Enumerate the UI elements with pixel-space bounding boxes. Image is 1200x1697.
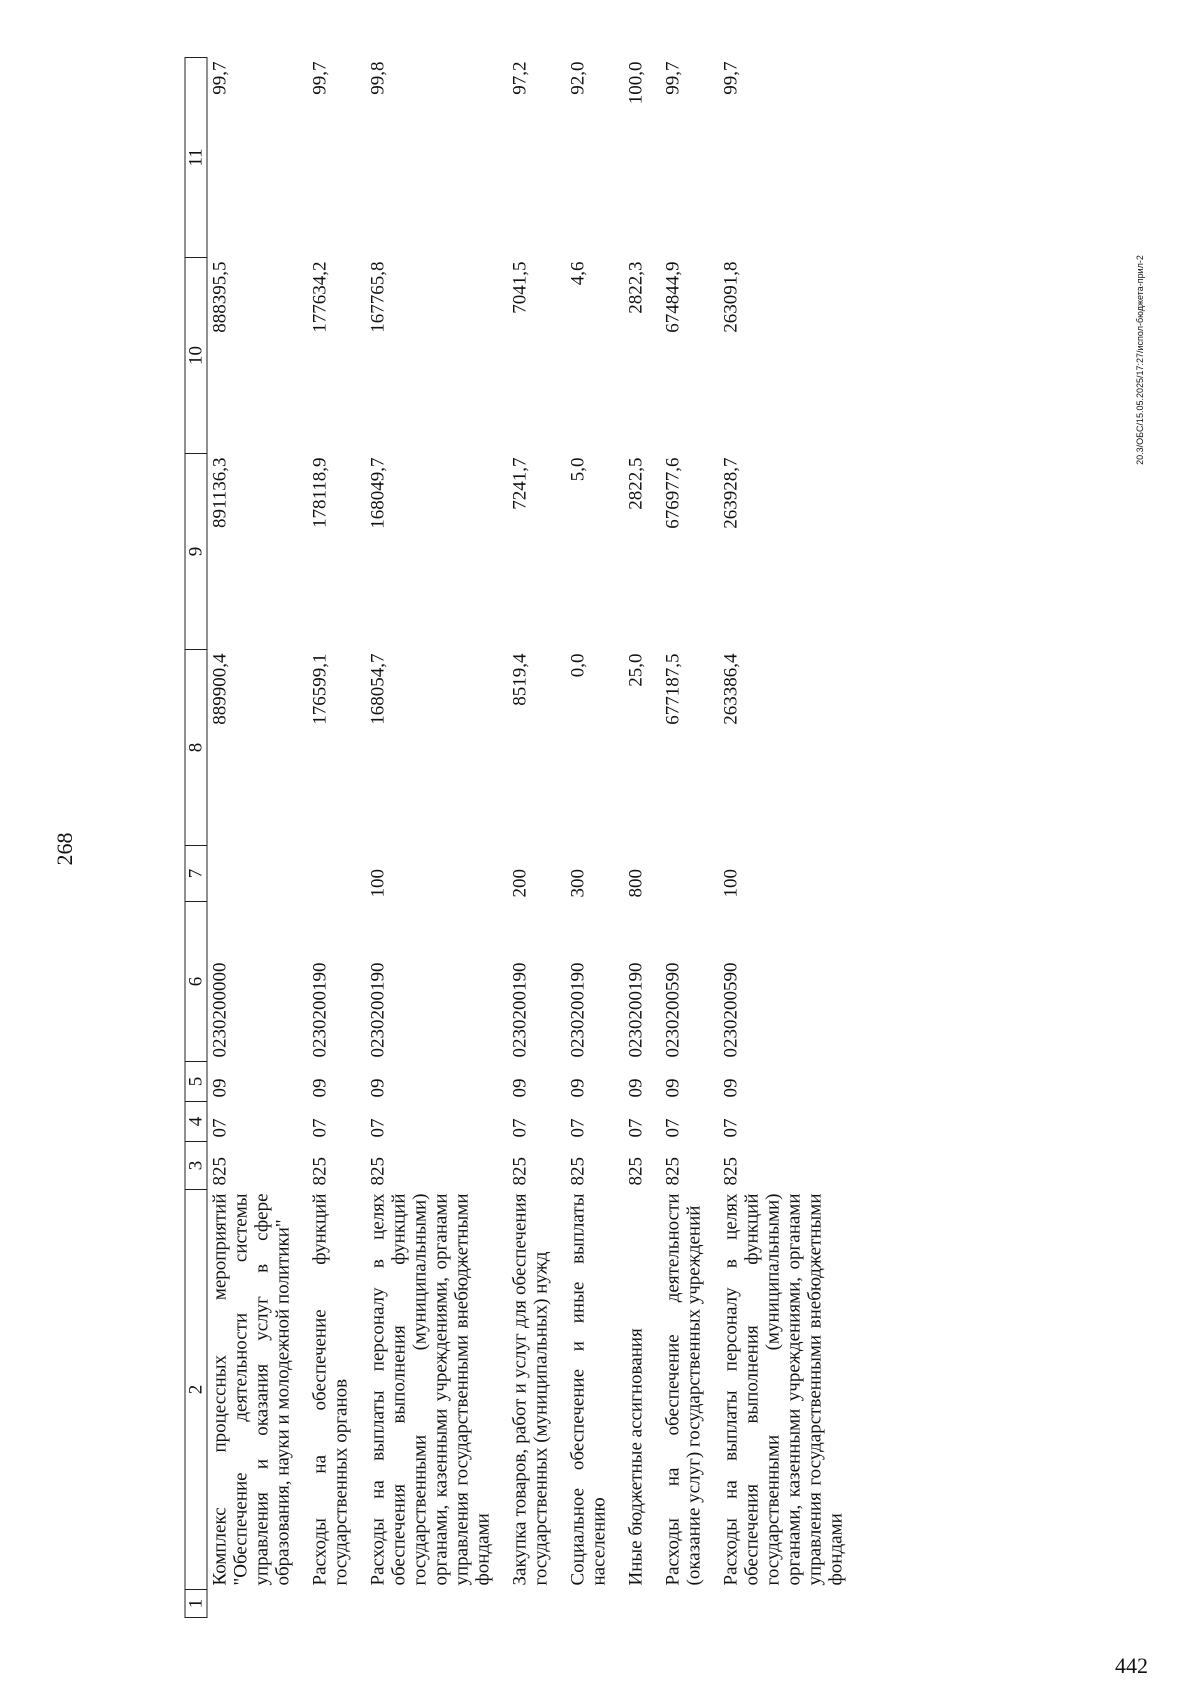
row-code-5: 09 xyxy=(625,1078,647,1098)
row-value-10: 7041,5 xyxy=(509,261,531,314)
row-value-10: 888395,5 xyxy=(209,261,231,333)
row-value-8: 25,0 xyxy=(625,653,647,687)
row-description: Иные бюджетные ассигнования xyxy=(625,1328,647,1586)
row-description: Расходы на выплаты персоналу в целях обеспечения выполнения функций государственными (муниципальными) органами, казенными учреждениями, органами управления государственными внебюджетными фондами xyxy=(720,1193,847,1586)
row-blank-cell xyxy=(566,1590,624,1618)
column-header-11: 11 xyxy=(185,58,207,258)
row-value-8: 263386,4 xyxy=(720,653,742,725)
row-value-10: 177634,2 xyxy=(309,261,331,333)
row-blank-cell xyxy=(719,1590,861,1618)
table-frame xyxy=(185,58,1120,1618)
row-expense-type: 200 xyxy=(509,869,531,898)
row-value-9: 7241,7 xyxy=(509,457,531,510)
page-number-top: 268 xyxy=(52,832,77,866)
row-code-5: 09 xyxy=(567,1078,589,1098)
table-row xyxy=(308,58,366,1618)
row-percent: 97,2 xyxy=(509,61,531,95)
row-code-4: 07 xyxy=(509,1118,531,1138)
row-expense-type xyxy=(207,846,308,902)
row-value-9: 2822,5 xyxy=(625,457,647,510)
row-code-5: 09 xyxy=(662,1078,684,1098)
row-value-9: 891136,3 xyxy=(209,457,231,529)
row-value-8: 8519,4 xyxy=(509,653,531,706)
row-value-9: 168049,7 xyxy=(367,457,389,529)
table-row xyxy=(624,58,661,1618)
row-percent: 99,7 xyxy=(662,61,684,95)
row-blank-cell xyxy=(661,1590,719,1618)
row-blank-cell xyxy=(624,1590,661,1618)
table-row xyxy=(366,58,508,1618)
row-value-8: 168054,7 xyxy=(367,653,389,725)
row-target-code: 0230200590 xyxy=(662,962,684,1058)
row-value-10: 4,6 xyxy=(567,261,589,286)
row-code-5: 09 xyxy=(509,1078,531,1098)
row-value-8: 176599,1 xyxy=(309,653,331,725)
row-code-3: 825 xyxy=(309,1157,331,1186)
row-value-10: 263091,8 xyxy=(720,261,742,333)
row-description: Закупка товаров, работ и услуг для обеспечения государственных (муниципальных) нужд xyxy=(509,1193,552,1586)
column-header-9: 9 xyxy=(185,454,207,650)
table-row xyxy=(207,58,308,1618)
row-code-4: 07 xyxy=(367,1118,389,1138)
row-expense-type xyxy=(661,846,719,902)
row-description: Расходы на выплаты персоналу в целях обеспечения выполнения функций государственными (муниципальными) органами, казенными учреждениями, органами управления государственными внебюджетными фондами xyxy=(367,1193,494,1586)
column-header-3: 3 xyxy=(185,1142,207,1190)
row-code-3: 825 xyxy=(367,1157,389,1186)
table-row xyxy=(508,58,566,1618)
row-description: Расходы на обеспечение деятельности (оказание услуг) государственных учреждений xyxy=(662,1193,705,1586)
column-header-6: 6 xyxy=(185,902,207,1062)
table-row xyxy=(719,58,861,1618)
document-reference: 20.3/ОБС/15.05.2025/17:27/испол-бюджета-прил-2 xyxy=(1135,255,1145,465)
row-percent: 100,0 xyxy=(625,61,647,105)
row-code-4: 07 xyxy=(662,1118,684,1138)
row-target-code: 0230200000 xyxy=(209,962,231,1058)
row-code-3: 825 xyxy=(662,1157,684,1186)
row-expense-type: 800 xyxy=(625,869,647,898)
row-expense-type: 300 xyxy=(567,869,589,898)
row-code-4: 07 xyxy=(209,1118,231,1138)
row-code-3: 825 xyxy=(720,1157,742,1186)
row-blank-cell xyxy=(308,1590,366,1618)
row-percent: 92,0 xyxy=(567,61,589,95)
row-code-3: 825 xyxy=(209,1157,231,1186)
row-value-10: 2822,3 xyxy=(625,261,647,314)
column-header-10: 10 xyxy=(185,258,207,454)
row-value-9: 178118,9 xyxy=(309,457,331,529)
column-header-4: 4 xyxy=(185,1102,207,1142)
row-value-10: 167765,8 xyxy=(367,261,389,333)
row-value-9: 5,0 xyxy=(567,457,589,482)
row-target-code: 0230200190 xyxy=(309,962,331,1058)
row-percent: 99,8 xyxy=(367,61,389,95)
row-expense-type xyxy=(308,846,366,902)
column-header-1: 1 xyxy=(185,1590,207,1618)
row-expense-type: 100 xyxy=(720,869,742,898)
row-blank-cell xyxy=(207,1590,308,1618)
row-blank-cell xyxy=(366,1590,508,1618)
column-header-2: 2 xyxy=(185,1190,207,1590)
page-number-bottom: 442 xyxy=(1115,1653,1148,1678)
table-row xyxy=(566,58,624,1618)
row-description: Социальное обеспечение и иные выплаты населению xyxy=(567,1193,610,1586)
table-body xyxy=(207,58,861,1618)
row-value-8: 0,0 xyxy=(567,653,589,678)
row-code-5: 09 xyxy=(309,1078,331,1098)
row-target-code: 0230200190 xyxy=(367,962,389,1058)
row-target-code: 0230200190 xyxy=(509,962,531,1058)
row-code-5: 09 xyxy=(367,1078,389,1098)
row-code-3: 825 xyxy=(567,1157,589,1186)
row-expense-type: 100 xyxy=(367,869,389,898)
column-header-8: 8 xyxy=(185,650,207,846)
header-row xyxy=(185,58,207,1618)
row-value-10: 674844,9 xyxy=(662,261,684,333)
column-header-7: 7 xyxy=(185,846,207,902)
row-description: Расходы на обеспечение функций государственных органов xyxy=(309,1193,352,1586)
row-percent: 99,7 xyxy=(720,61,742,95)
row-code-3: 825 xyxy=(509,1157,531,1186)
row-code-4: 07 xyxy=(625,1118,647,1138)
row-description: Комплекс процессных мероприятий "Обеспечение деятельности системы управления и оказания услуг в сфере образования, науки и молодежной политики" xyxy=(209,1193,294,1586)
row-target-code: 0230200190 xyxy=(625,962,647,1058)
row-blank-cell xyxy=(508,1590,566,1618)
row-target-code: 0230200590 xyxy=(720,962,742,1058)
row-code-4: 07 xyxy=(720,1118,742,1138)
row-code-4: 07 xyxy=(567,1118,589,1138)
budget-table xyxy=(185,57,861,1618)
row-code-5: 09 xyxy=(720,1078,742,1098)
row-value-8: 677187,5 xyxy=(662,653,684,725)
row-code-5: 09 xyxy=(209,1078,231,1098)
row-value-9: 676977,6 xyxy=(662,457,684,529)
row-target-code: 0230200190 xyxy=(567,962,589,1058)
row-percent: 99,7 xyxy=(209,61,231,95)
table-row xyxy=(661,58,719,1618)
row-code-3: 825 xyxy=(625,1157,647,1186)
row-value-9: 263928,7 xyxy=(720,457,742,529)
row-code-4: 07 xyxy=(309,1118,331,1138)
row-value-8: 889900,4 xyxy=(209,653,231,725)
column-header-5: 5 xyxy=(185,1062,207,1102)
row-percent: 99,7 xyxy=(309,61,331,95)
